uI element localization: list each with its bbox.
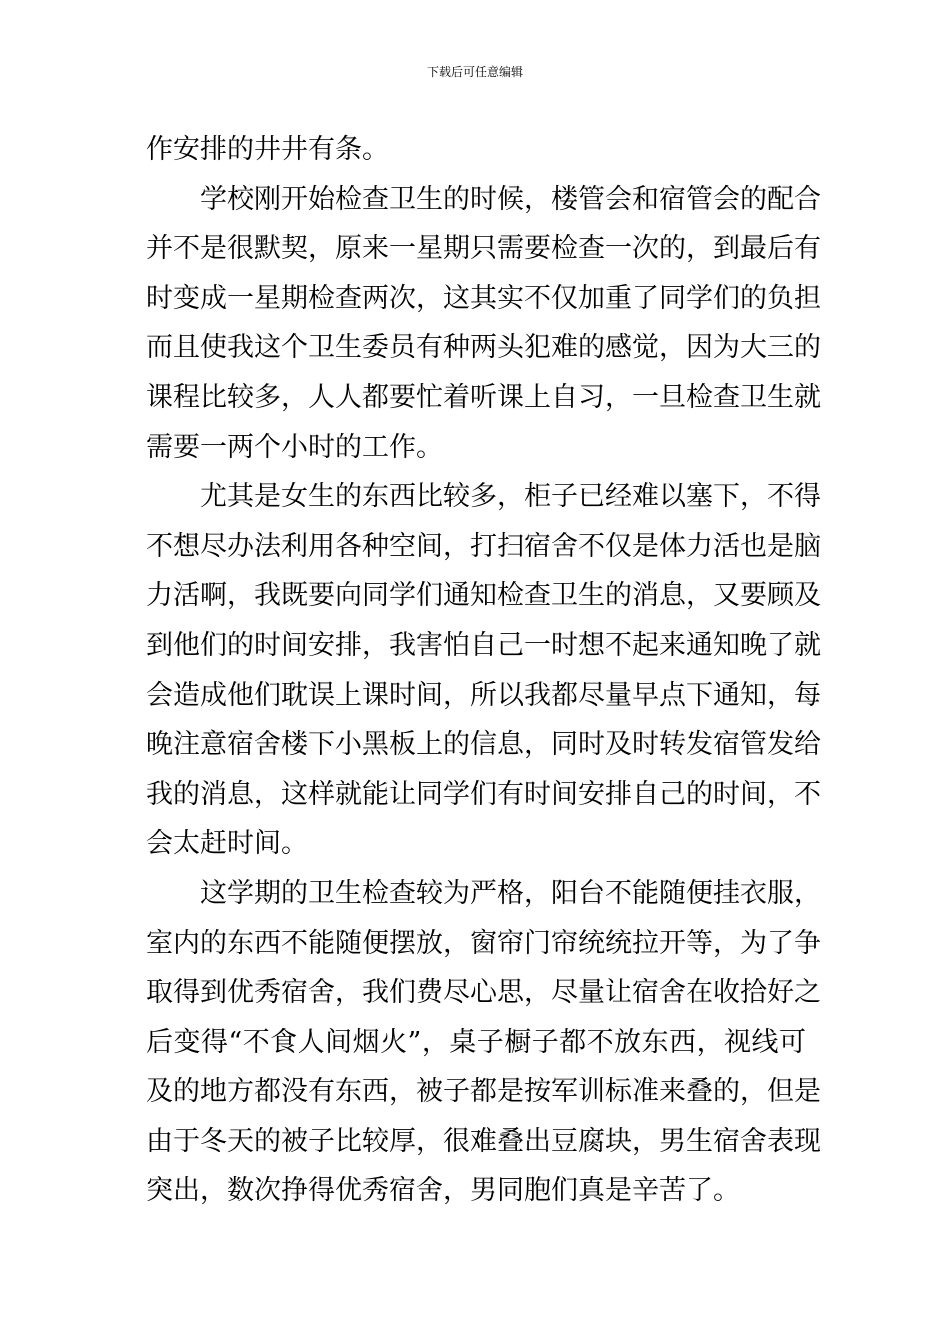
paragraph-line: 及的地方都没有东西，被子都是按军训标准来叠的，但是 bbox=[146, 1076, 821, 1108]
paragraph-line: 会造成他们耽误上课时间，所以我都尽量早点下通知，每 bbox=[146, 679, 821, 711]
paragraph-line: 学校刚开始检查卫生的时候，楼管会和宿管会的配合 bbox=[200, 183, 821, 215]
document-body bbox=[146, 125, 821, 1216]
paragraph-line: 课程比较多，人人都要忙着听课上自习，一旦检查卫生就 bbox=[146, 381, 821, 413]
paragraph-line: 尤其是女生的东西比较多，柜子已经难以塞下，不得 bbox=[200, 481, 821, 513]
paragraph-line: 而且使我这个卫生委员有种两头犯难的感觉，因为大三的 bbox=[146, 332, 821, 364]
paragraph-line: 需要一两个小时的工作。 bbox=[146, 431, 443, 463]
paragraph-line: 作安排的井井有条。 bbox=[146, 134, 389, 165]
paragraph-line: 时变成一星期检查两次，这其实不仅加重了同学们的负担 bbox=[146, 282, 821, 314]
paragraph-line: 这学期的卫生检查较为严格，阳台不能随便挂衣服， bbox=[200, 877, 821, 909]
paragraph-line: 取得到优秀宿舍，我们费尽心思，尽量让宿舍在收拾好之 bbox=[146, 977, 821, 1009]
paragraph-line: 晚注意宿舍楼下小黑板上的信息，同时及时转发宿管发给 bbox=[146, 729, 821, 761]
paragraph-line: 由于冬天的被子比较厚，很难叠出豆腐块，男生宿舍表现 bbox=[146, 1125, 821, 1157]
paragraph-line: 突出，数次挣得优秀宿舍，男同胞们真是辛苦了。 bbox=[146, 1175, 740, 1207]
paragraph-line: 后变得“不食人间烟火”，桌子橱子都不放东西，视线可 bbox=[146, 1026, 806, 1058]
paragraph-line: 到他们的时间安排，我害怕自己一时想不起来通知晚了就 bbox=[146, 629, 821, 661]
paragraph-line: 我的消息，这样就能让同学们有时间安排自己的时间，不 bbox=[146, 778, 821, 810]
paragraph-line: 不想尽办法利用各种空间，打扫宿舍不仅是体力活也是脑 bbox=[146, 530, 821, 562]
paragraph-line: 并不是很默契，原来一星期只需要检查一次的，到最后有 bbox=[146, 233, 821, 265]
paragraph-line: 室内的东西不能随便摆放，窗帘门帘统统拉开等，为了争 bbox=[146, 927, 821, 959]
page-header: 下载后可任意编辑 bbox=[426, 65, 523, 79]
paragraph-line: 会太赶时间。 bbox=[146, 828, 308, 860]
paragraph-line: 力活啊，我既要向同学们通知检查卫生的消息，又要顾及 bbox=[146, 580, 821, 612]
